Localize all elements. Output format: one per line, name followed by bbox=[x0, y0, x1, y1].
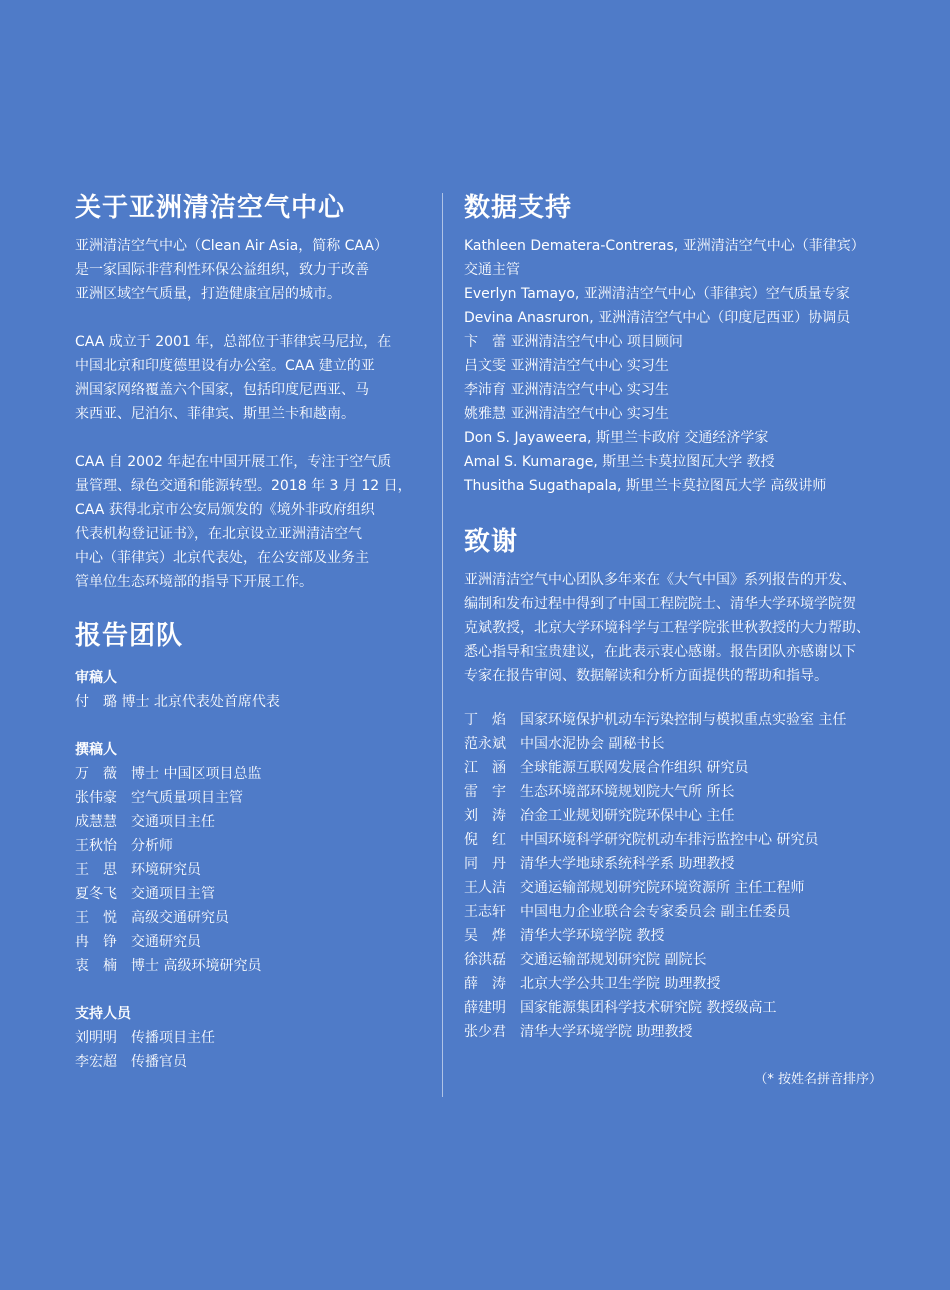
sort-order-note: （* 按姓名拼音排序） bbox=[754, 1072, 882, 1087]
data-support-item: 李沛育 亚洲清洁空气中心 实习生 bbox=[464, 382, 669, 398]
expert-item: 江 涵 全球能源互联网发展合作组织 研究员 bbox=[464, 760, 749, 776]
expert-item: 薛建明 国家能源集团科学技术研究院 教授级高工 bbox=[464, 1000, 777, 1016]
column-divider bbox=[442, 193, 443, 1097]
author-item: 万 薇 博士 中国区项目总监 bbox=[75, 766, 262, 782]
data-support-item: Kathleen Dematera-Contreras, 亚洲清洁空气中心（菲律宾） bbox=[464, 238, 865, 254]
author-item: 冉 铮 交通研究员 bbox=[75, 934, 201, 950]
expert-item: 倪 红 中国环境科学研究院机动车排污监控中心 研究员 bbox=[464, 832, 819, 848]
expert-item: 刘 涛 冶金工业规划研究院环保中心 主任 bbox=[464, 808, 735, 824]
expert-item: 吴 烨 清华大学环境学院 教授 bbox=[464, 928, 665, 944]
author-item: 张伟豪 空气质量项目主管 bbox=[75, 790, 243, 806]
expert-item: 雷 宇 生态环境部环境规划院大气所 所长 bbox=[464, 784, 735, 800]
expert-item: 王人洁 交通运输部规划研究院环境资源所 主任工程师 bbox=[464, 880, 805, 896]
data-support-item: 姚雅慧 亚洲清洁空气中心 实习生 bbox=[464, 406, 669, 422]
support-item: 刘明明 传播项目主任 bbox=[75, 1030, 215, 1046]
thanks-title: 致谢 bbox=[464, 527, 519, 557]
author-item: 成慧慧 交通项目主任 bbox=[75, 814, 215, 830]
data-support-item: Thusitha Sugathapala, 斯里兰卡莫拉图瓦大学 高级讲师 bbox=[464, 478, 827, 494]
data-support-item: Don S. Jayaweera, 斯里兰卡政府 交通经济学家 bbox=[464, 430, 769, 446]
expert-item: 王志轩 中国电力企业联合会专家委员会 副主任委员 bbox=[464, 904, 791, 920]
author-item: 王 悦 高级交通研究员 bbox=[75, 910, 229, 926]
reviewer-heading: 审稿人 bbox=[75, 670, 117, 686]
right-column bbox=[464, 188, 896, 1092]
thanks-paragraph: 亚洲清洁空气中心团队多年来在《大气中国》系列报告的开发、 编制和发布过程中得到了中国工程院院士、清华大学环境学院贺 克斌教授，北京大学环境科学与工程学院张世秋教授的大力帮助、 悉心指导和宝贵建议，在此表示衷心感谢。报告团队亦感谢以下 专家在报告审阅、数据解读和分析方面提供的帮助和指导。 bbox=[464, 572, 870, 684]
data-support-item: Amal S. Kumarage, 斯里兰卡莫拉图瓦大学 教授 bbox=[464, 454, 775, 470]
author-item: 王秋怡 分析师 bbox=[75, 838, 173, 854]
author-item: 衷 楠 博士 高级环境研究员 bbox=[75, 958, 262, 974]
support-heading: 支持人员 bbox=[75, 1006, 131, 1022]
data-support-item: 吕文雯 亚洲清洁空气中心 实习生 bbox=[464, 358, 669, 374]
data-support-item: Everlyn Tamayo, 亚洲清洁空气中心（菲律宾）空气质量专家 bbox=[464, 286, 850, 302]
expert-item: 丁 焰 国家环境保护机动车污染控制与模拟重点实验室 主任 bbox=[464, 712, 847, 728]
about-paragraph-2: CAA 成立于 2001 年，总部位于菲律宾马尼拉，在 中国北京和印度德里设有办公室。CAA 建立的亚 洲国家网络覆盖六个国家，包括印度尼西亚、马 来西亚、尼泊尔、菲律宾、斯里兰卡和越南。 bbox=[75, 334, 392, 422]
support-item: 李宏超 传播官员 bbox=[75, 1054, 187, 1070]
data-support-title: 数据支持 bbox=[464, 193, 573, 223]
team-title: 报告团队 bbox=[75, 621, 184, 651]
author-heading: 撰稿人 bbox=[75, 742, 117, 758]
author-item: 王 思 环境研究员 bbox=[75, 862, 201, 878]
expert-item: 徐洪磊 交通运输部规划研究院 副院长 bbox=[464, 952, 707, 968]
about-paragraph-3: CAA 自 2002 年起在中国开展工作，专注于空气质 量管理、绿色交通和能源转型。2018 年 3 月 12 日， CAA 获得北京市公安局颁发的《境外非政府组织 代表机构登记证书》，在北京设立亚洲清洁空气 中心（菲律宾）北京代表处，在公安部及业务主 管单位生态环境部的指导下开展工作。 bbox=[75, 454, 412, 590]
about-title: 关于亚洲清洁空气中心 bbox=[75, 193, 346, 223]
left-column bbox=[75, 188, 427, 1074]
about-paragraph-1: 亚洲清洁空气中心（Clean Air Asia，简称 CAA） 是一家国际非营利性环保公益组织，致力于改善 亚洲区域空气质量，打造健康宜居的城市。 bbox=[75, 238, 388, 302]
data-support-item: 交通主管 bbox=[464, 262, 520, 278]
expert-item: 薛 涛 北京大学公共卫生学院 助理教授 bbox=[464, 976, 721, 992]
expert-item: 同 丹 清华大学地球系统科学系 助理教授 bbox=[464, 856, 735, 872]
data-support-item: 卞 蕾 亚洲清洁空气中心 项目顾问 bbox=[464, 334, 683, 350]
reviewer-item: 付 璐 博士 北京代表处首席代表 bbox=[75, 694, 280, 710]
data-support-item: Devina Anasruron, 亚洲清洁空气中心（印度尼西亚）协调员 bbox=[464, 310, 851, 326]
author-item: 夏冬飞 交通项目主管 bbox=[75, 886, 215, 902]
expert-item: 张少君 清华大学环境学院 助理教授 bbox=[464, 1024, 693, 1040]
expert-item: 范永斌 中国水泥协会 副秘书长 bbox=[464, 736, 665, 752]
